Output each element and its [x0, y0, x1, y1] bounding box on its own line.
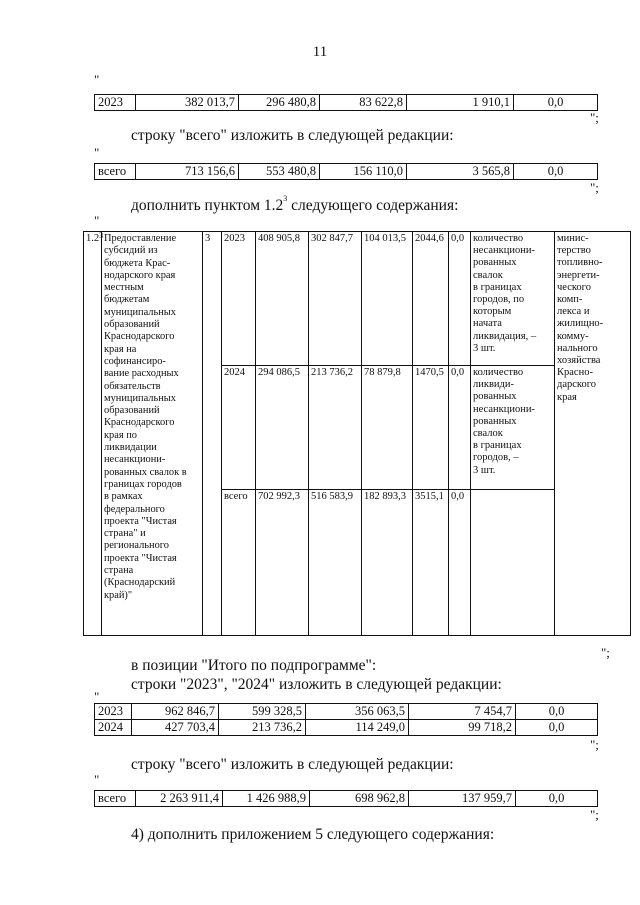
amendment-row-2023 [94, 94, 598, 111]
item-number: $1.2^3$ [84, 232, 102, 636]
open-quote: " [94, 145, 100, 160]
row-total: 408 905,8 [256, 232, 309, 366]
row-federal: 302 847,7 [309, 232, 362, 366]
close-quote: "; [590, 110, 599, 125]
itogo-rows [94, 703, 598, 736]
cell-other: 0,0 [516, 791, 598, 807]
cell-total: 382 013,7 [136, 95, 239, 111]
row-year: 2024 [222, 366, 256, 490]
paragraph-add-item-suffix: следующего содержания: [287, 197, 459, 214]
cell-local: 99 718,2 [409, 720, 516, 736]
paragraph-add-item-prefix: дополнить пунктом 1.2 [131, 197, 284, 214]
cell-local: 1 910,1 [407, 95, 514, 111]
row-result: количество несанкциони- рованных свалок в границах городов, по которым начата ликвидация, – 3 шт. [471, 232, 555, 366]
cell-year: 2023 [95, 704, 132, 720]
row-regional: 182 893,3 [362, 490, 413, 636]
paragraph-add-item [131, 194, 459, 215]
row-year: 2023 [222, 232, 256, 366]
cell-local: 3 565,8 [407, 164, 514, 180]
cell-year: 2024 [95, 720, 132, 736]
item-term: 3 [203, 232, 222, 636]
row-local: 2044,6 [413, 232, 449, 366]
cell-year: 2023 [95, 95, 136, 111]
cell-other: 0,0 [516, 704, 598, 720]
row-federal: 516 583,9 [309, 490, 362, 636]
paragraph-vsego-2: строку "всего" изложить в следующей редакции: [131, 756, 454, 773]
page-number: 11 [312, 44, 328, 60]
row-regional: 78 879,8 [362, 366, 413, 490]
cell-regional: 114 249,0 [306, 720, 409, 736]
row-other: 0,0 [449, 232, 471, 366]
row-total: 702 992,3 [256, 490, 309, 636]
cell-federal: 213 736,2 [219, 720, 306, 736]
row-result [471, 490, 555, 636]
cell-total: 962 846,7 [132, 704, 219, 720]
cell-local: 7 454,7 [409, 704, 516, 720]
cell-federal: 1 426 988,9 [223, 791, 310, 807]
cell-other: 0,0 [516, 720, 598, 736]
row-local: 3515,1 [413, 490, 449, 636]
item-name: Предоставление субсидий из бюджета Крас- нодарского края местным бюджетам муниципальных образований Краснодарского края на софинансиро- вание расходных обязательств муниципальных образований Краснодарского края по ликвидации несанкциони- рованных свалок в границах городов в рамках федерального проекта "Чистая страна" и регионального проекта "Чистая страна (Краснодарский край)" [102, 232, 203, 636]
row-federal: 213 736,2 [309, 366, 362, 490]
row-regional: 104 013,5 [362, 232, 413, 366]
row-other: 0,0 [449, 366, 471, 490]
cell-total: 713 156,6 [136, 164, 239, 180]
cell-federal: 553 480,8 [239, 164, 320, 180]
paragraph-final: 4) дополнить приложением 5 следующего содержания: [131, 826, 495, 843]
row-year: всего [222, 490, 256, 636]
open-quote: " [94, 72, 100, 87]
cell-federal: 296 480,8 [239, 95, 320, 111]
open-quote: " [94, 772, 100, 787]
cell-other: 0,0 [514, 95, 598, 111]
paragraph-vsego-1: строку "всего" изложить в следующей редакции: [131, 127, 454, 144]
cell-local: 137 959,7 [409, 791, 516, 807]
cell-regional: 156 110,0 [320, 164, 407, 180]
row-local: 1470,5 [413, 366, 449, 490]
itogo-vsego-row [94, 790, 598, 807]
cell-year: всего [95, 164, 136, 180]
close-quote: "; [590, 180, 599, 195]
open-quote: " [94, 213, 100, 228]
paragraph-itogo: в позиции "Итого по подпрограмме": [131, 657, 377, 674]
paragraph-add-item-sup: 3 [283, 194, 288, 203]
row-other: 0,0 [449, 490, 471, 636]
item-table [83, 231, 631, 636]
close-quote: "; [590, 807, 599, 822]
amendment-row-vsego [94, 163, 598, 180]
cell-year: всего [95, 791, 136, 807]
cell-regional: 356 063,5 [306, 704, 409, 720]
row-result: количество ликвиди- рованных несанкциони- рованных свалок в границах городов, – 3 шт. [471, 366, 555, 490]
row-total: 294 086,5 [256, 366, 309, 490]
close-quote: "; [601, 645, 610, 660]
cell-other: 0,0 [514, 164, 598, 180]
cell-total: 427 703,4 [132, 720, 219, 736]
open-quote: " [94, 689, 100, 704]
close-quote: "; [590, 737, 599, 752]
paragraph-stroki: строки "2023", "2024" изложить в следующей редакции: [131, 676, 502, 693]
cell-federal: 599 328,5 [219, 704, 306, 720]
cell-regional: 698 962,8 [310, 791, 409, 807]
item-executor: минис- терство топливно- энергети- ческого комп- лекса и жилищно- комму- нального хозяйства Красно- дарского края [555, 232, 631, 636]
cell-total: 2 263 911,4 [136, 791, 223, 807]
cell-regional: 83 622,8 [320, 95, 407, 111]
